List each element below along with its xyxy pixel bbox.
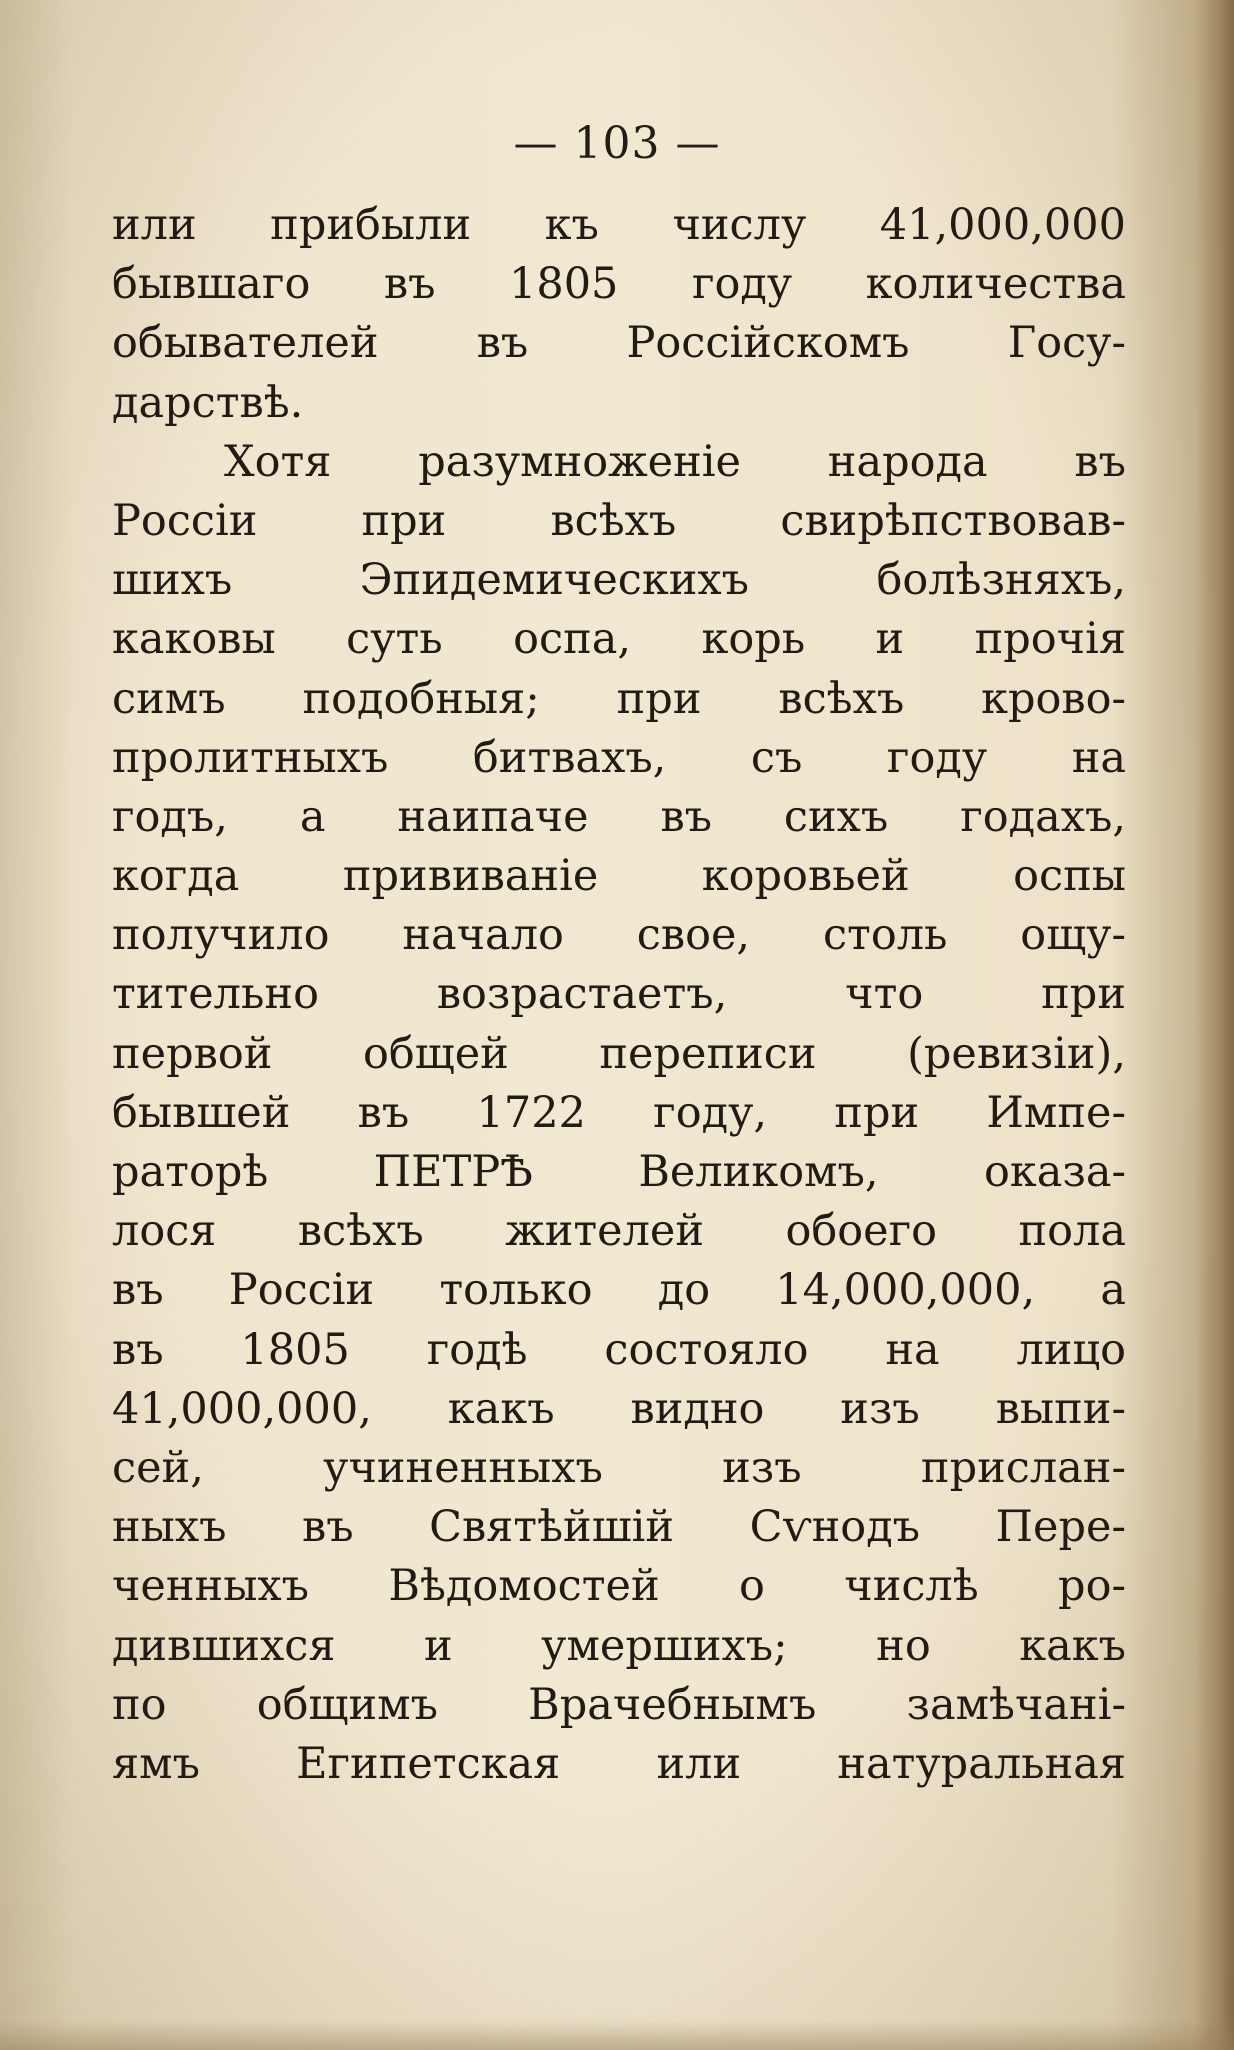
text-line: сей, учиненныхъ изъ прислан- xyxy=(112,1442,1126,1493)
text-line: въ 1805 годѣ состояло на лицо xyxy=(112,1324,1126,1375)
text-line: въ Россіи только до 14,000,000, а xyxy=(112,1265,1126,1316)
text-line: 41,000,000, какъ видно изъ выпи- xyxy=(112,1383,1126,1434)
text-line: Россіи при всѣхъ свирѣпствовав- xyxy=(112,495,1126,546)
text-line: когда прививаніе коровьей оспы xyxy=(112,851,1126,902)
text-line: ныхъ въ Святѣйшій Сѵнодъ Пере- xyxy=(112,1502,1126,1553)
text-line: симъ подобныя; при всѣхъ крово- xyxy=(112,673,1126,724)
text-line: лося всѣхъ жителей обоего пола xyxy=(112,1206,1126,1257)
text-line: годъ, а наипаче въ сихъ годахъ, xyxy=(112,791,1126,842)
body-text xyxy=(112,196,1126,1794)
text-line: обывателей въ Россійскомъ Госу- xyxy=(112,318,1126,369)
text-line: ченныхъ Вѣдомостей о числѣ ро- xyxy=(112,1561,1126,1612)
text-line: пролитныхъ битвахъ, съ году на xyxy=(112,732,1126,783)
page-number: — 103 — xyxy=(513,118,721,169)
text-line: бывшаго въ 1805 году количества xyxy=(112,259,1126,310)
text-line: получило начало свое, столь ощу- xyxy=(112,910,1126,961)
text-line: тительно возрастаетъ, что при xyxy=(112,969,1126,1020)
text-line: бывшей въ 1722 году, при Импе- xyxy=(112,1087,1126,1138)
text-line: дившихся и умершихъ; но какъ xyxy=(112,1620,1126,1671)
text-line: дарствѣ. xyxy=(112,377,304,428)
text-line: шихъ Эпидемическихъ болѣзняхъ, xyxy=(112,555,1126,606)
paragraph-first-line: Хотя разумноженіе народа въ xyxy=(224,436,1126,487)
text-line: первой общей переписи (ревизіи), xyxy=(112,1028,1126,1079)
text-line: по общимъ Врачебнымъ замѣчані- xyxy=(112,1679,1126,1730)
text-line: ямъ Египетская или натуральная xyxy=(112,1738,1126,1789)
text-line: каковы суть оспа, корь и прочія xyxy=(112,614,1126,665)
text-line: раторѣ ПЕТРѢ Великомъ, оказа- xyxy=(112,1147,1126,1197)
text-line: или прибыли къ числу 41,000,000 xyxy=(112,200,1126,250)
